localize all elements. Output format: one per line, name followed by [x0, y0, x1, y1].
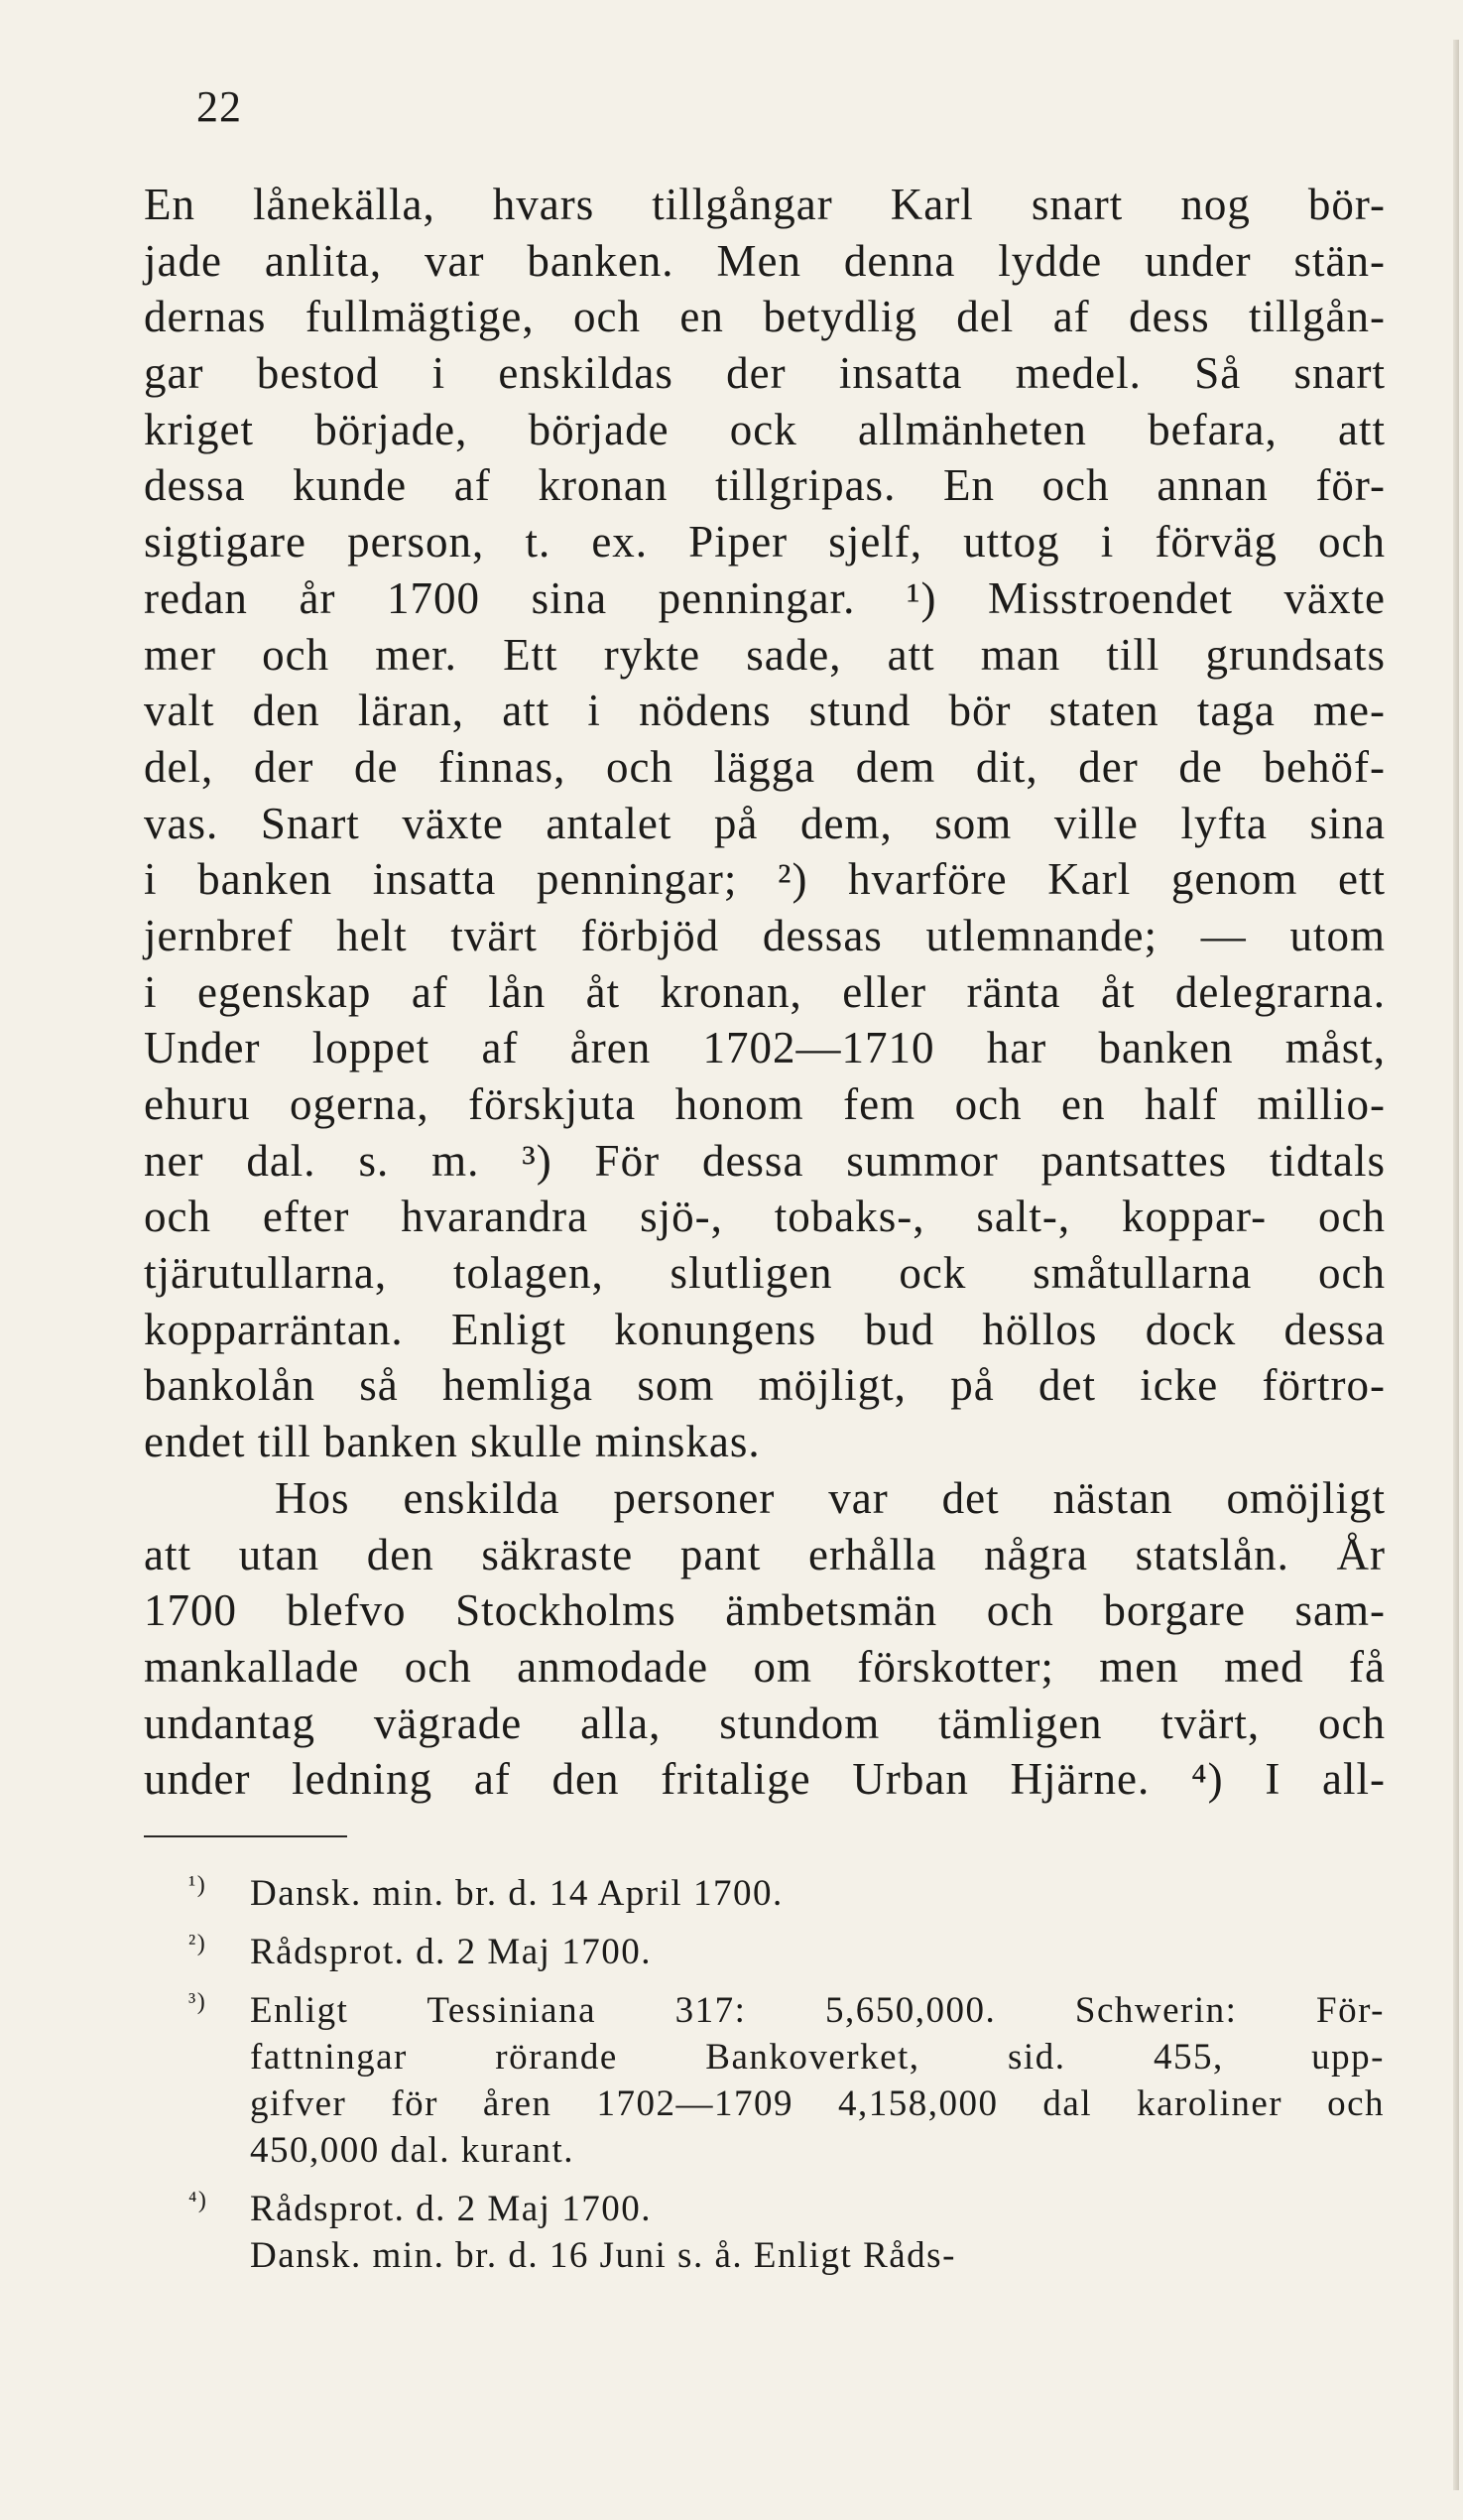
footnote-separator [144, 1835, 347, 1837]
footnote-mark: ³) [188, 1989, 207, 2015]
footnote [188, 1870, 1385, 1917]
text-line: Hos enskilda personer var det nästan omöjligt [275, 1472, 1386, 1523]
footnote [188, 1987, 1385, 2174]
text-line: mer och mer. Ett rykte sade, att man till grundsats [144, 629, 1386, 680]
text-line: 1700 blefvo Stockholms ämbetsmän och borgare sam- [144, 1585, 1386, 1636]
body-text [144, 177, 1386, 1808]
footnote-line: Rådsprot. d. 2 Maj 1700. [250, 2189, 652, 2229]
footnote [188, 2186, 1385, 2279]
text-line: i egenskap af lån åt kronan, eller ränta åt delegrarna. [144, 966, 1386, 1017]
text-line: valt den läran, att i nödens stund bör staten taga me- [144, 686, 1386, 736]
footnote-line: Dansk. min. br. d. 14 April 1700. [250, 1873, 784, 1914]
text-line: En lånekälla, hvars tillgångar Karl snart nog bör- [144, 180, 1386, 229]
text-line: endet till banken skulle minskas. [144, 1417, 761, 1467]
text-line: tjärutullarna, tolagen, slutligen ock småtullarna och [144, 1248, 1386, 1299]
text-line: i banken insatta penningar; ²) hvarföre Karl genom ett [144, 854, 1386, 905]
footnote-mark: ¹) [188, 1872, 207, 1898]
text-line: vas. Snart växte antalet på dem, som ville lyfta sina [144, 798, 1386, 848]
text-line: bankolån så hemliga som möjligt, på det icke förtro- [144, 1360, 1386, 1411]
text-line: jernbref helt tvärt förbjöd dessas utlemnande; — utom [144, 910, 1386, 960]
text-line: sigtigare person, t. ex. Piper sjelf, uttog i förväg och [144, 517, 1386, 567]
footnotes [188, 1870, 1385, 2291]
text-line: kriget började, började ock allmänheten befara, att [144, 404, 1386, 454]
text-line: jade anlita, var banken. Men denna lydde under stän- [144, 235, 1386, 286]
footnote-mark: ⁴) [188, 2188, 208, 2213]
footnote-line: Dansk. min. br. d. 16 Juni s. å. Enligt Råds- [250, 2235, 956, 2276]
footnote [188, 1929, 1385, 1975]
page-number: 22 [196, 82, 242, 131]
footnote-line: gifver för åren 1702—1709 4,158,000 dal karoliner och [250, 2083, 1385, 2124]
text-line: Under loppet af åren 1702—1710 har banken måst, [144, 1023, 1386, 1073]
text-line: att utan den säkraste pant erhålla några statslån. År [144, 1529, 1386, 1579]
footnote-line: Enligt Tessiniana 317: 5,650,000. Schwerin: För- [250, 1990, 1385, 2031]
footnote-mark: ²) [188, 1931, 207, 1956]
text-line: gar bestod i enskildas der insatta medel. Så snart [144, 348, 1386, 399]
text-line: dessa kunde af kronan tillgripas. En och annan för- [144, 460, 1386, 511]
footnote-line: 450,000 dal. kurant. [250, 2130, 574, 2171]
text-line: redan år 1700 sina penningar. ¹) Misstroendet växte [144, 572, 1386, 623]
footnote-line: Rådsprot. d. 2 Maj 1700. [250, 1932, 652, 1972]
text-line: dernas fullmägtige, och en betydlig del af dess tillgån- [144, 292, 1386, 342]
text-line: del, der de finnas, och lägga dem dit, der de behöf- [144, 741, 1386, 792]
text-line: undantag vägrade alla, stundom tämligen tvärt, och [144, 1698, 1386, 1748]
text-line: ehuru ogerna, förskjuta honom fem och en half millio- [144, 1079, 1386, 1129]
text-line: och efter hvarandra sjö-, tobaks-, salt-, koppar- och [144, 1192, 1386, 1242]
text-line: ner dal. s. m. ³) För dessa summor pantsattes tidtals [144, 1135, 1386, 1186]
text-line: kopparräntan. Enligt konungens bud höllos dock dessa [144, 1304, 1386, 1354]
text-line: mankallade och anmodade om förskotter; men med få [144, 1641, 1386, 1692]
text-line: under ledning af den fritalige Urban Hjärne. ⁴) I all- [144, 1754, 1386, 1805]
footnote-line: fattningar rörande Bankoverket, sid. 455, upp- [250, 2037, 1385, 2078]
page-edge [1453, 40, 1459, 2490]
